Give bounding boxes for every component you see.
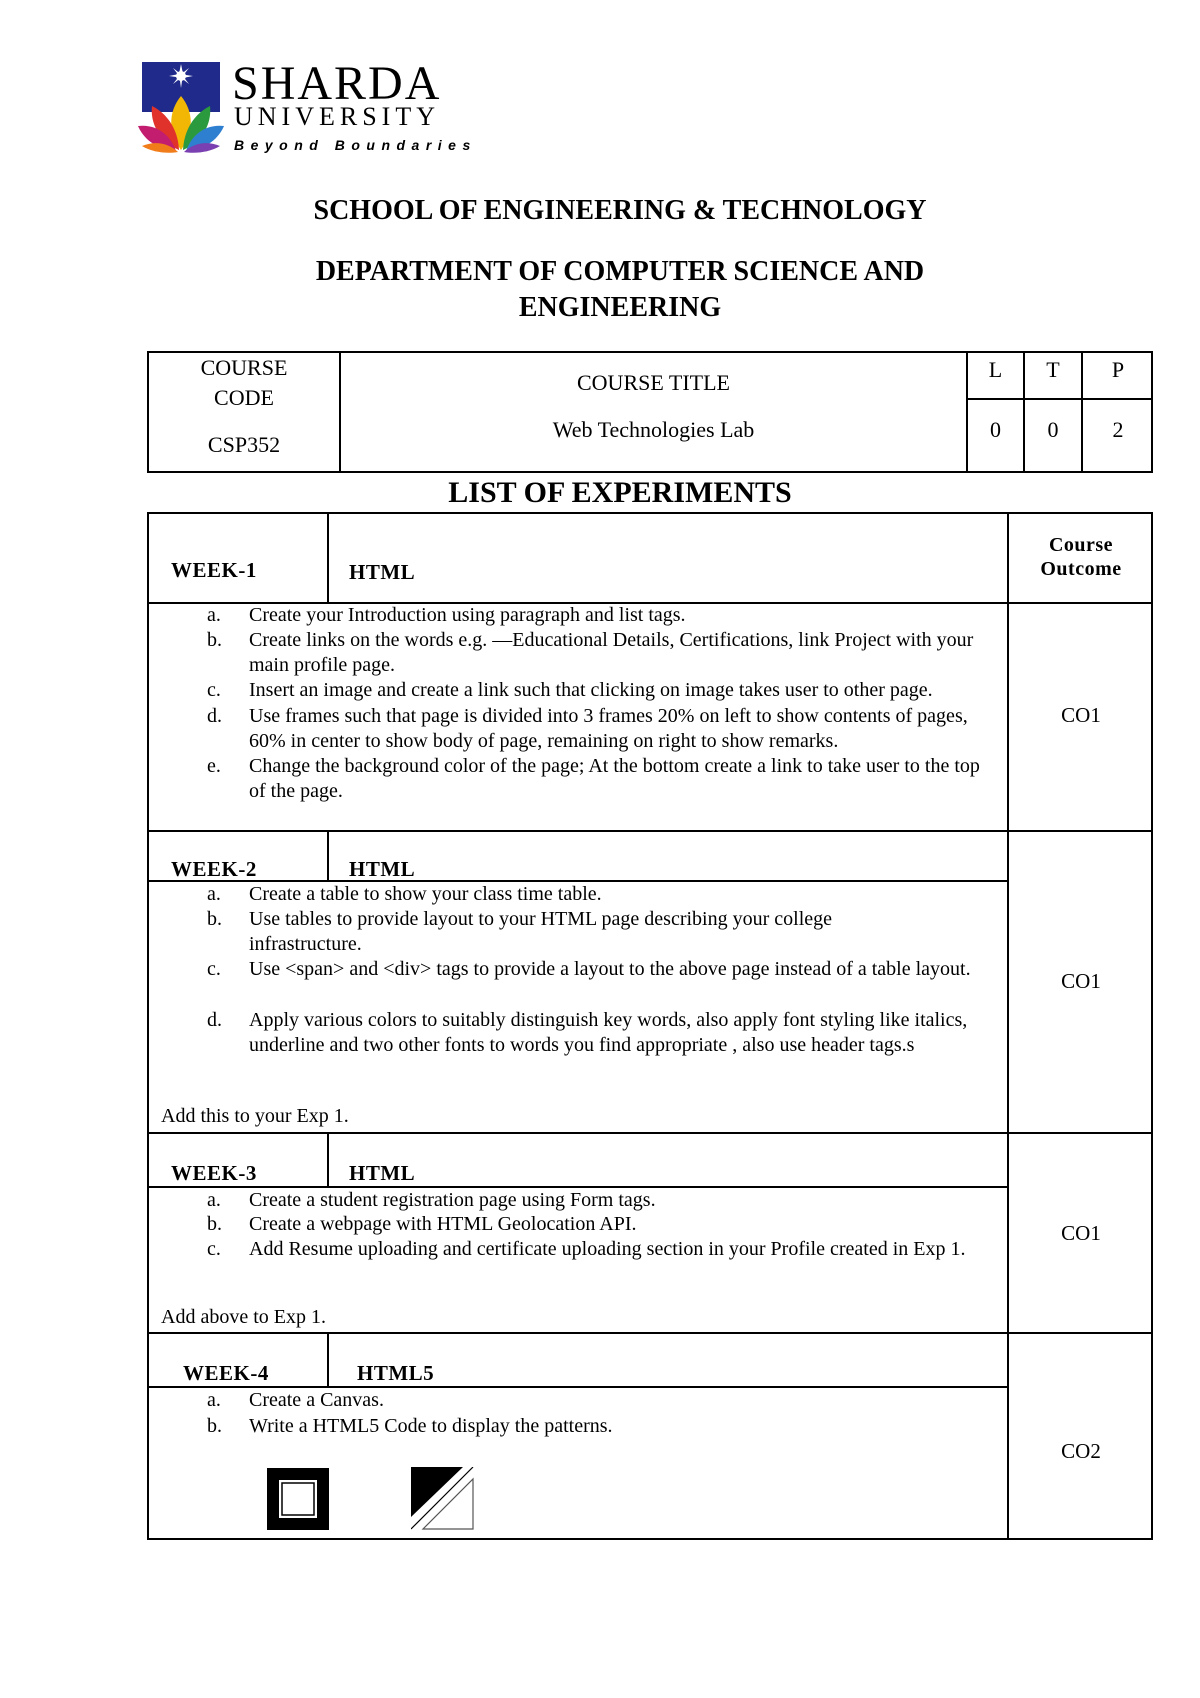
department-heading-line2: ENGINEERING: [518, 292, 722, 323]
week-label: WEEK-4: [183, 1361, 269, 1385]
p-value: 2: [1112, 417, 1124, 442]
l-label: L: [988, 357, 1003, 382]
week-label: WEEK-2: [171, 857, 257, 881]
week-label: WEEK-1: [171, 558, 257, 582]
logo-subwordmark: UNIVERSITY: [234, 102, 440, 131]
outcome-header-line2: Outcome: [1040, 558, 1122, 580]
experiments-table: WEEK-1 HTML Course Outcome a. Create your Introduction using paragraph and list tags. b. Create links on the words e.g. —Educational Details, Certifications, link Project with your main profile page. c. Insert an image and create a link such that clicking on image takes user to other page. d. Use frames such that page is divided into 3 frames 20% on left to show contents of pages, 60% in center to show body of page, remaining on right to show remarks. e. Change the background color of the page; At the bottom create a link to take user to the top of the page. CO1 WEEK-2 HTML a. Create a table to show your class time table. b. Use tables to provide layout to your HTML page describing your college infrastructure. c. Use <span> and <div> tags to provide a layout to the above page instead of a table layout. d. Apply various colors to suitably distinguish key words, also apply font styling like italics, underline and two other fonts to words you find appropriate , also use header tags.s Add this to your Exp 1. CO1 WEEK-3 HTML a. Create a student registration page using Form tags. b. Create a webpage with HTML Geolocation API. c. Add Resume uploading and certificate uploading section in your Profile created in Exp 1. Add above to Exp 1. CO1 WEEK-4 HTML5 a. Create a Canvas. b. Write a HTML5 Code to display the patterns. CO2: [147, 512, 1153, 1540]
course-title-label: COURSE TITLE: [577, 370, 730, 395]
outcome-header-line1: Course: [1048, 534, 1114, 556]
course-info-table: [147, 351, 1153, 473]
p-label: P: [1111, 357, 1125, 382]
course-code-label-2: CODE: [214, 385, 274, 410]
week-topic: HTML: [349, 1161, 416, 1185]
week-note: Add above to Exp 1.: [161, 1306, 326, 1328]
lotus-emblem-icon: [138, 62, 224, 154]
week-label: WEEK-3: [171, 1161, 257, 1185]
t-label: T: [1046, 357, 1060, 382]
week-topic: HTML5: [357, 1361, 435, 1385]
course-code-value: CSP352: [207, 432, 281, 457]
course-outcome: CO1: [1061, 703, 1101, 727]
week-topic: HTML: [349, 560, 416, 584]
l-value: 0: [990, 417, 1001, 442]
university-logo: [138, 58, 488, 158]
logo-tagline: Beyond Boundaries: [234, 137, 477, 153]
department-heading-line1: DEPARTMENT OF COMPUTER SCIENCE AND: [315, 256, 925, 287]
week-note: Add this to your Exp 1.: [161, 1105, 349, 1127]
nested-square-pattern-icon: [267, 1468, 329, 1530]
t-value: 0: [1047, 417, 1059, 442]
course-outcome: CO1: [1061, 1221, 1101, 1245]
course-outcome: CO1: [1061, 969, 1101, 993]
school-heading: SCHOOL OF ENGINEERING & TECHNOLOGY: [313, 195, 927, 226]
week-topic: HTML: [349, 857, 416, 881]
diagonal-triangle-pattern-icon: [411, 1467, 475, 1531]
list-title: LIST OF EXPERIMENTS: [448, 476, 792, 509]
course-code-label-1: COURSE: [200, 355, 288, 380]
logo-wordmark: SHARDA: [232, 57, 442, 110]
course-title-value: Web Technologies Lab: [552, 417, 755, 442]
course-outcome: CO2: [1061, 1439, 1101, 1463]
